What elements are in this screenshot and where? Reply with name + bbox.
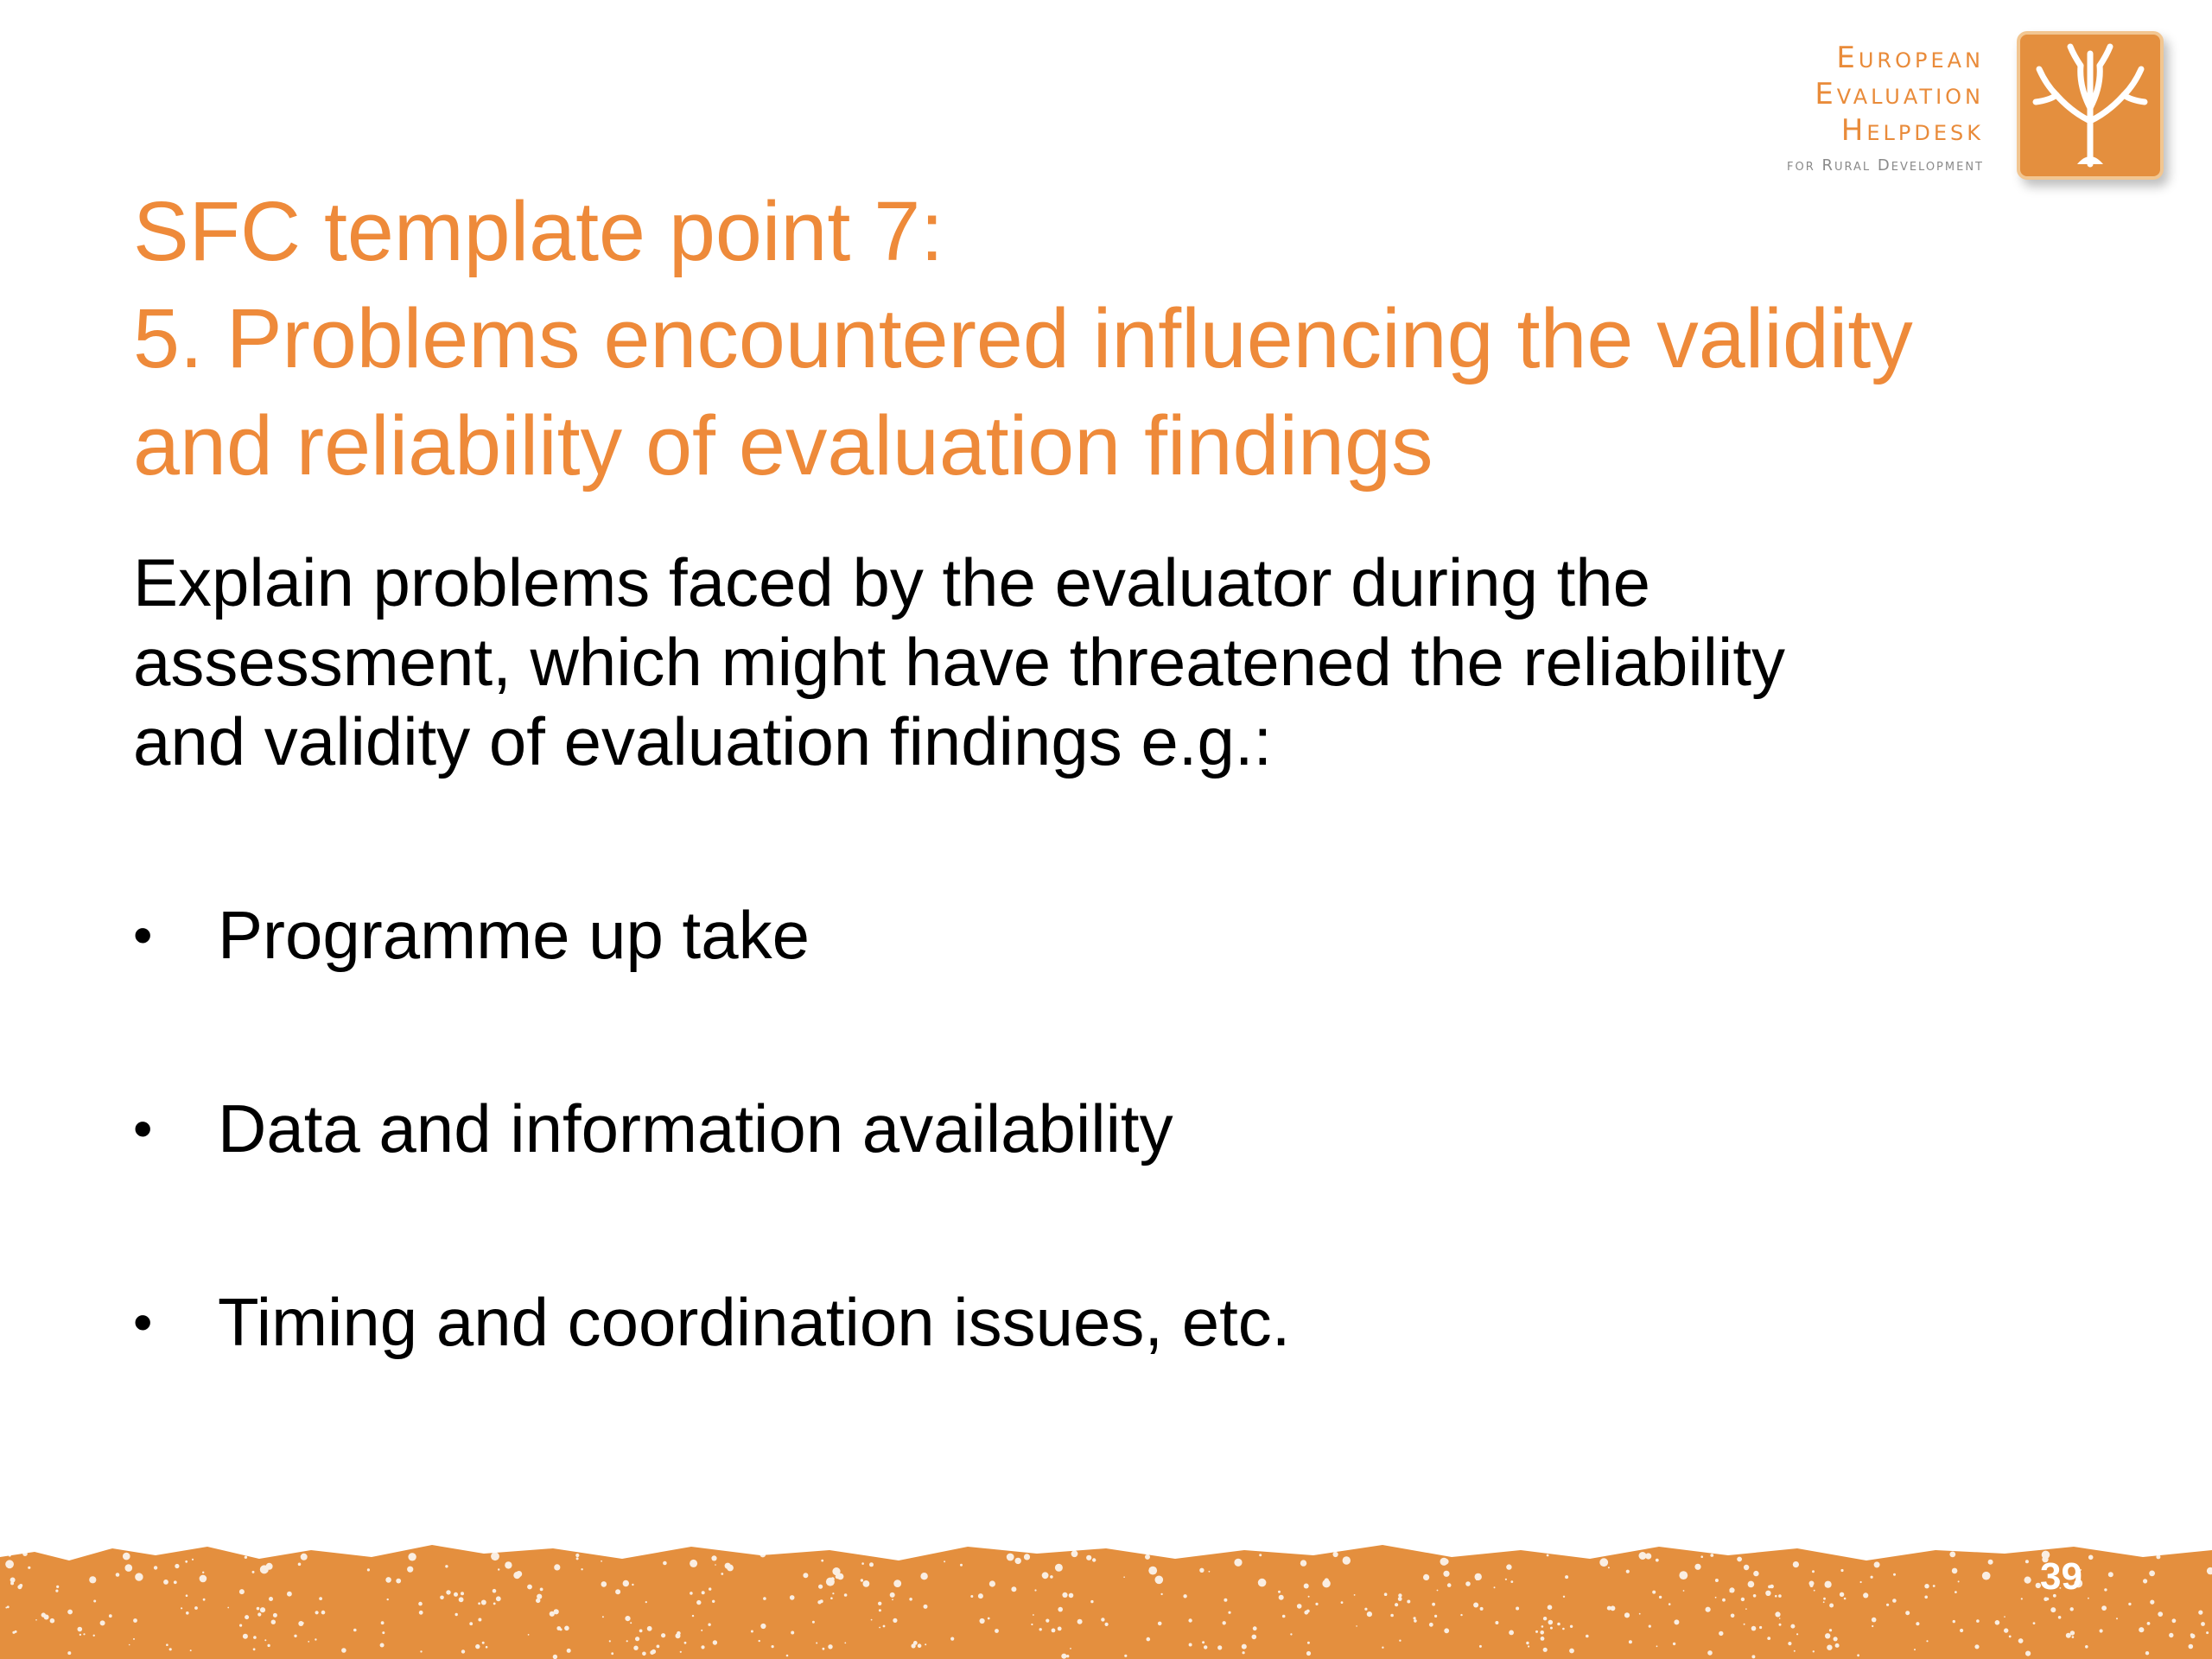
helpdesk-logo	[1787, 31, 2164, 180]
list-item	[133, 1282, 2034, 1362]
logo-subline: for Rural Development	[1787, 156, 1984, 175]
bullet-text: Programme up take	[218, 896, 810, 973]
footer-band	[0, 1541, 2212, 1659]
intro-paragraph	[133, 543, 2120, 781]
logo-line-2: Evaluation	[1815, 77, 1984, 111]
intro-line-3: and validity of evaluation findings e.g.:	[133, 703, 1273, 779]
bullet-marker: •	[133, 1097, 153, 1160]
slide-number: 39	[2040, 1555, 2082, 1598]
bullet-text: Timing and coordination issues, etc.	[218, 1283, 1291, 1360]
tree-icon	[2017, 31, 2164, 180]
logo-text	[1787, 40, 1984, 176]
bullet-marker: •	[133, 904, 153, 966]
bullet-text: Data and information availability	[218, 1090, 1173, 1166]
intro-line-1: Explain problems faced by the evaluator during the	[133, 544, 1651, 620]
list-item	[133, 895, 2034, 975]
slide-title	[133, 178, 2077, 499]
title-line-2: 5. Problems encountered influencing the validity	[133, 291, 1913, 385]
title-line-1: SFC template point 7:	[133, 184, 944, 278]
logo-line-3: Helpdesk	[1840, 113, 1984, 148]
logo-line-1: European	[1836, 41, 1984, 75]
bullet-marker: •	[133, 1291, 153, 1353]
intro-line-2: assessment, which might have threatened the reliability	[133, 624, 1785, 700]
list-item	[133, 1089, 2034, 1168]
title-line-3: and reliability of evaluation findings	[133, 398, 1433, 493]
bullet-list	[133, 895, 2034, 1476]
